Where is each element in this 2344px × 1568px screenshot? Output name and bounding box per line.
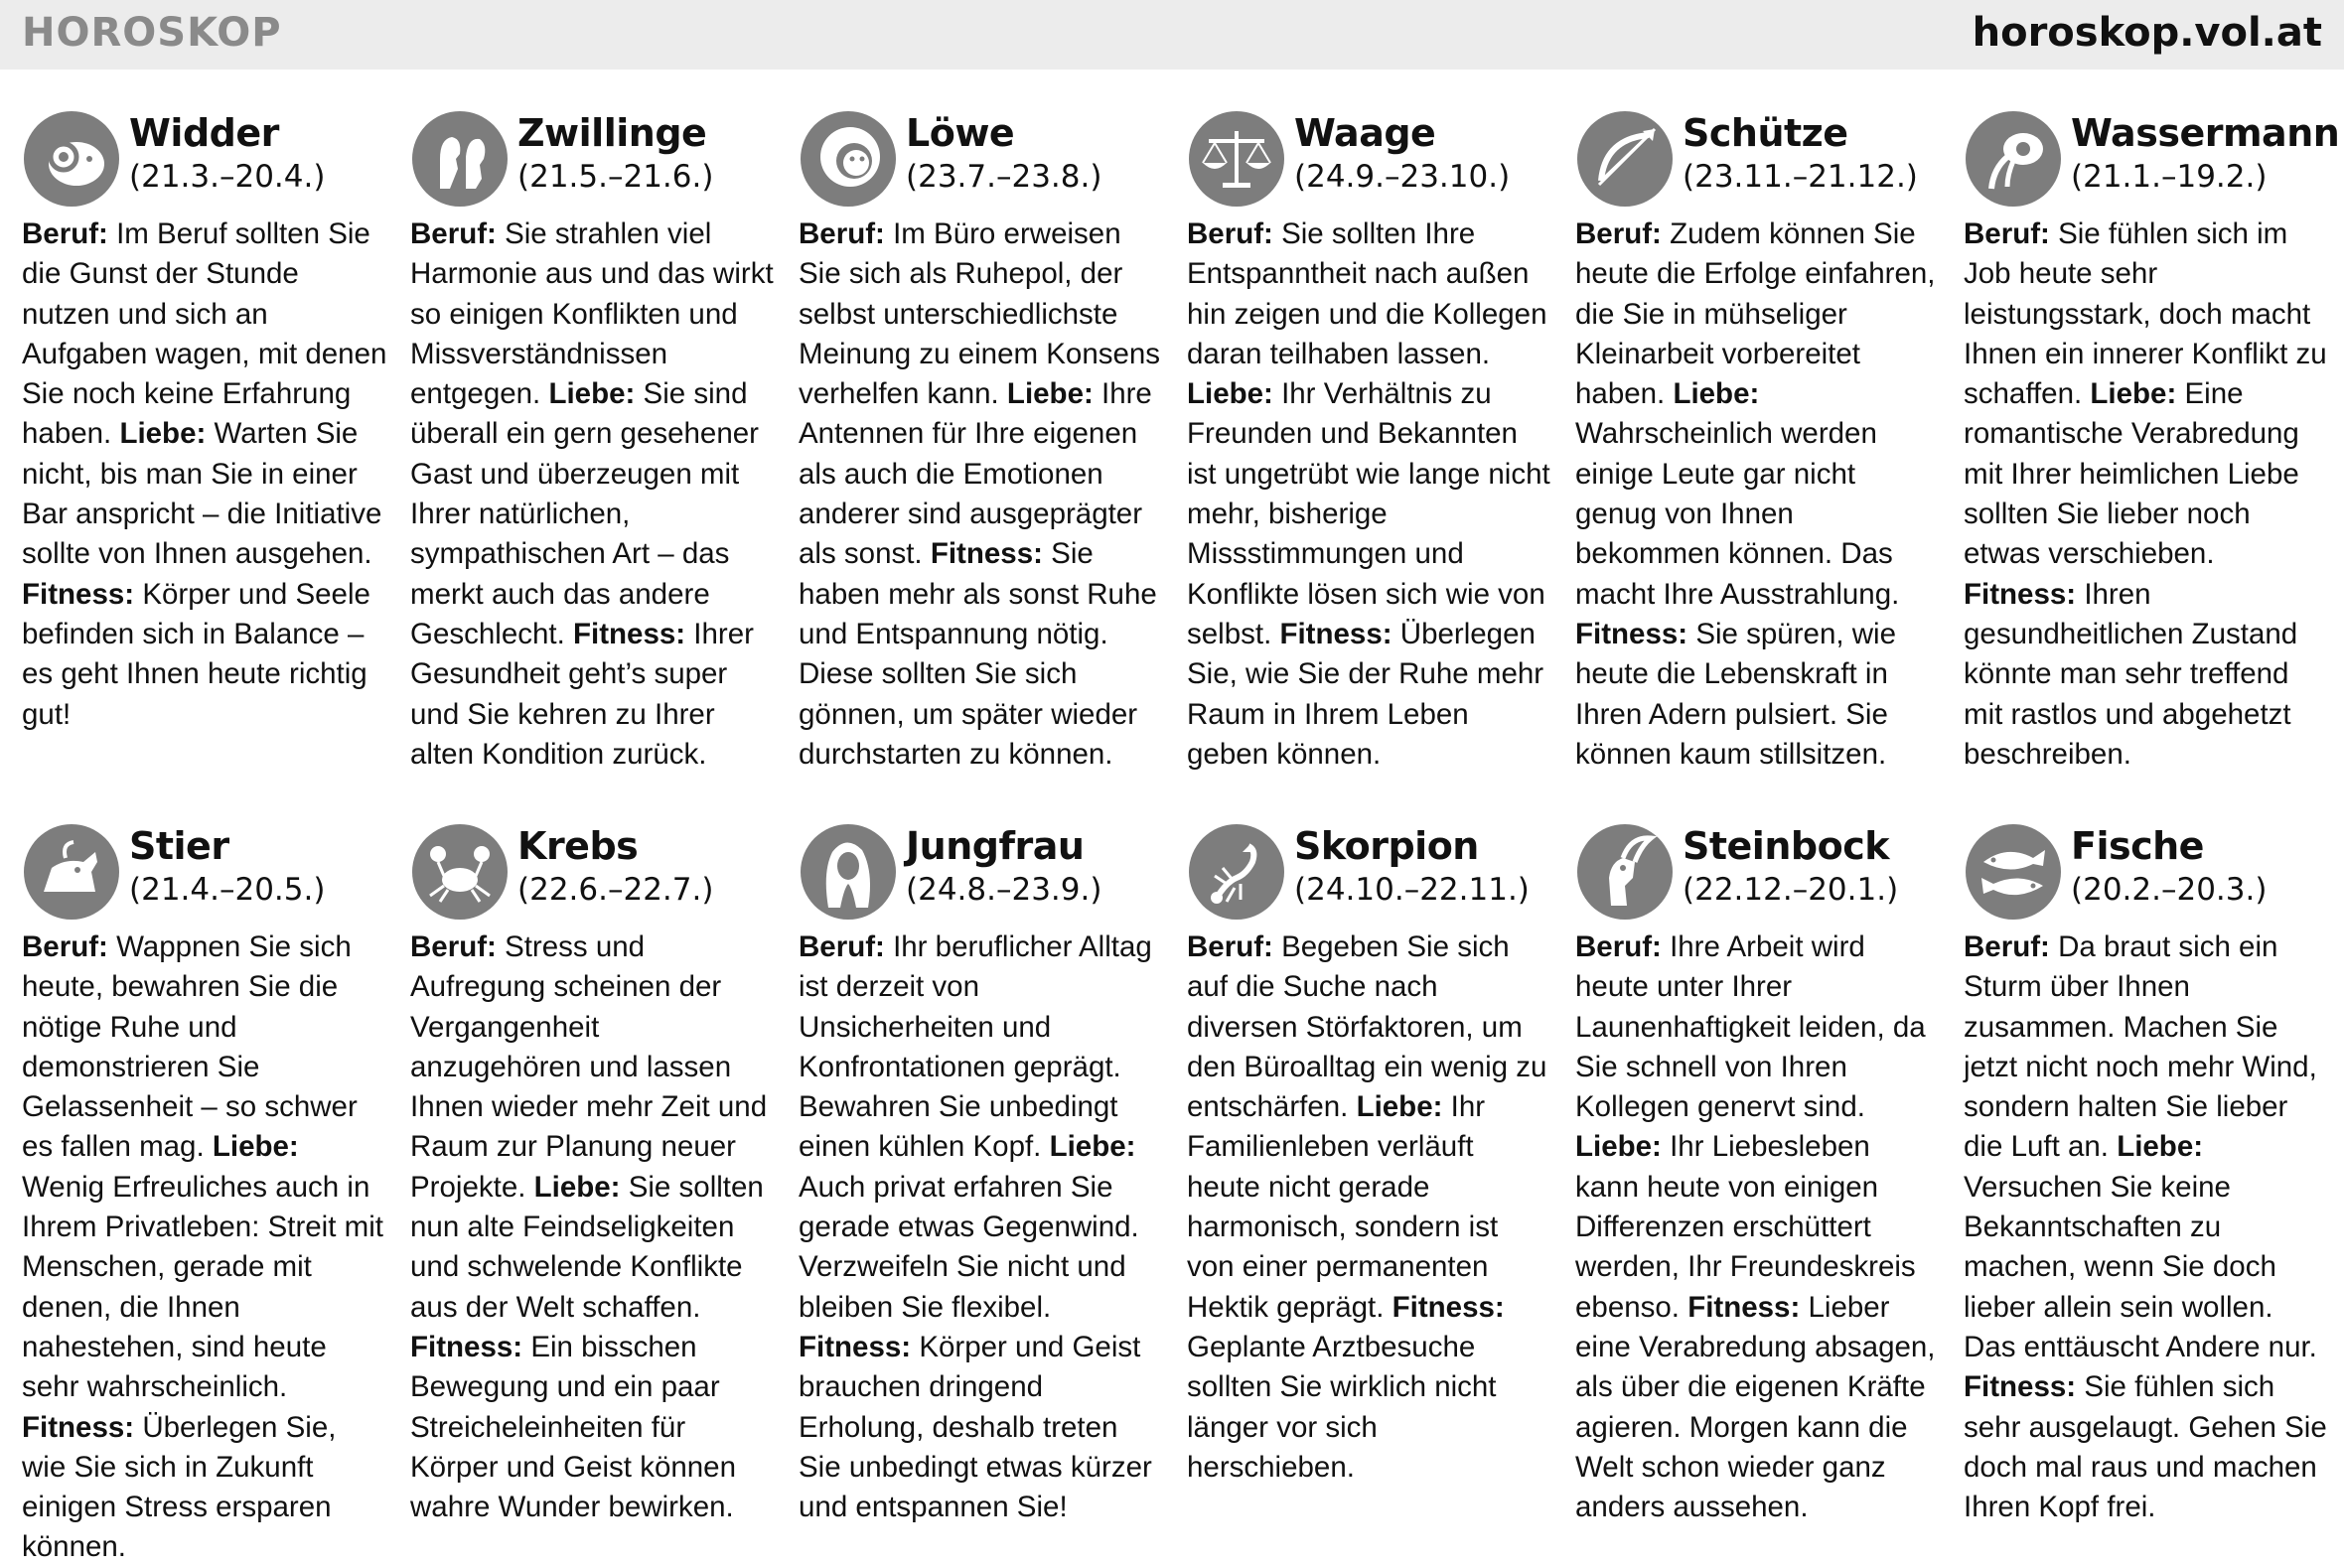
page-header [0,0,2344,70]
fitness-text: Sie spüren, wie heute die Lebenskraft in Ihren Adern pulsiert. Sie können kaum stillsitzen. [1575,617,1897,771]
beruf-label: Beruf: [22,930,108,963]
fitness-text: Sie haben mehr als sonst Ruhe und Entspannung nötig. Diese sollten Sie sich gönnen, um später wieder durchstarten zu können. [799,537,1157,771]
fitness-label: Fitness: [410,1330,523,1363]
liebe-text: Wahrscheinlich werden einige Leute gar nicht genug von Ihnen bekommen können. Das macht Ihre Ausstrahlung. [1575,417,1900,611]
fitness-text: Körper und Geist brauchen dringend Erholung, deshalb treten Sie unbedingt etwas kürzer und entspannen Sie! [799,1330,1152,1524]
beruf-text: Sie fühlen sich im Job heute sehr leistungsstark, doch macht Ihnen ein innerer Konflikt zu schaffen. [1964,217,2327,411]
liebe-text: Warten Sie nicht, bis man Sie in einer Bar anspricht – die Initiative sollte von Ihnen ausgehen. [22,417,382,571]
sign-dates: (21.1.–19.2.) [2071,159,2268,195]
sign-name: Schütze [1683,111,1848,155]
sign-text [1964,214,2329,775]
beruf-text: Begeben Sie sich auf die Suche nach diversen Störfaktoren, um den Büroalltag ein wenig zu entschärfen. [1187,930,1547,1124]
sign-krebs [410,822,776,1524]
beruf-label: Beruf: [410,930,497,963]
sign-stier [22,822,387,1564]
sign-text [1964,927,2329,1527]
archer-icon [1575,109,1675,209]
sign-name: Skorpion [1294,824,1479,868]
twins-icon [410,109,510,209]
fitness-text: Körper und Seele befinden sich in Balance – es geht Ihnen heute richtig gut! [22,577,370,731]
liebe-label: Liebe: [1049,1130,1136,1164]
liebe-text: Auch privat erfahren Sie gerade etwas Gegenwind. Verzweifeln Sie nicht und bleiben Sie flexibel. [799,1170,1139,1324]
virgin-icon [799,822,898,922]
sign-dates: (20.2.–20.3.) [2071,872,2268,908]
lion-icon [799,109,898,209]
sign-text [1575,214,1941,775]
beruf-text: Wappnen Sie sich heute, bewahren Sie die nötige Ruhe und demonstrieren Sie Gelassenheit – so schwer es fallen mag. [22,930,358,1164]
sign-dates: (23.11.–21.12.) [1683,159,1918,195]
sign-name: Krebs [517,824,639,868]
fitness-text: Ein bisschen Bewegung und ein paar Streicheleinheiten für Körper und Geist können wahre Wunder bewirken. [410,1330,736,1524]
beruf-text: Stress und Aufregung scheinen der Vergangenheit anzugehören und lassen Ihnen wieder mehr Zeit und Raum zur Planung neuer Projekte. [410,930,768,1204]
fitness-label: Fitness: [1687,1290,1801,1324]
sign-dates: (23.7.–23.8.) [906,159,1102,195]
liebe-label: Liebe: [119,417,207,451]
liebe-text: Sie sollten nun alte Feindseligkeiten und schwelende Konflikte aus der Welt schaffen. [410,1170,764,1324]
sign-name: Waage [1294,111,1436,155]
liebe-label: Liebe: [1187,377,1273,411]
water-bearer-icon [1964,109,2063,209]
sign-loewe [799,109,1164,804]
beruf-label: Beruf: [1575,930,1662,963]
sign-text [410,214,776,775]
liebe-label: Liebe: [2117,1130,2204,1164]
fitness-text: Sie fühlen sich sehr ausgelaugt. Gehen Sie doch mal raus und machen Ihren Kopf frei. [1964,1370,2327,1524]
fitness-text: Lieber eine Verabredung absagen, als über die eigenen Kräfte agieren. Morgen kann die Welt schon wieder ganz anders aussehen. [1575,1290,1936,1524]
sign-dates: (24.8.–23.9.) [906,872,1102,908]
sign-text [799,927,1164,1527]
fitness-text: Ihrer Gesundheit geht’s super und Sie kehren zu Ihrer alten Kondition zurück. [410,617,754,771]
sign-dates: (24.9.–23.10.) [1294,159,1511,195]
beruf-label: Beruf: [799,217,885,250]
beruf-label: Beruf: [22,217,108,250]
scorpion-icon [1187,822,1286,922]
sign-name: Wassermann [2071,111,2340,155]
fitness-label: Fitness: [22,1410,135,1444]
liebe-text: Ihre Antennen für Ihre eigenen als auch die Emotionen anderer sind ausgeprägter als sonst. [799,377,1152,571]
sign-name: Jungfrau [906,824,1085,868]
sign-text [1187,927,1552,1488]
horoscope-grid [0,70,2344,1564]
liebe-text: Eine romantische Verabredung mit Ihrer heimlichen Liebe sollten Sie lieber noch etwas verschieben. [1964,377,2299,571]
sign-name: Steinbock [1683,824,1889,868]
beruf-label: Beruf: [799,930,885,963]
fish-icon [1964,822,2063,922]
sign-steinbock [1575,822,1941,1524]
fitness-label: Fitness: [930,537,1043,571]
sign-text [22,214,387,735]
sign-waage [1187,109,1552,804]
sign-text [22,927,387,1568]
fitness-label: Fitness: [1279,617,1392,650]
sign-text [799,214,1164,775]
fitness-text: Überlegen Sie, wie Sie sich in Zukunft einigen Stress ersparen können. [22,1410,337,1564]
sign-schuetze [1575,109,1941,804]
liebe-label: Liebe: [1575,1130,1662,1164]
liebe-label: Liebe: [548,377,636,411]
sign-name: Stier [129,824,229,868]
crab-icon [410,822,510,922]
sign-name: Fische [2071,824,2204,868]
liebe-text: Versuchen Sie keine Bekanntschaften zu machen, wenn Sie doch lieber allein sein wollen. Das enttäuscht Andere nur. [1964,1170,2317,1363]
ram-icon [22,109,121,209]
liebe-label: Liebe: [1673,377,1760,411]
beruf-text: Ihre Arbeit wird heute unter Ihrer Launenhaftigkeit leiden, da Sie schnell von Ihren Kollegen genervt sind. [1575,930,1926,1124]
beruf-label: Beruf: [410,217,497,250]
sign-dates: (22.6.–22.7.) [517,872,714,908]
beruf-label: Beruf: [1187,217,1273,250]
sign-name: Löwe [906,111,1015,155]
fitness-label: Fitness: [1964,1370,2077,1404]
liebe-text: Ihr Familienleben verläuft heute nicht gerade harmonisch, sondern ist von einer permanenten Hektik geprägt. [1187,1090,1499,1324]
sign-fische [1964,822,2329,1524]
scales-icon [1187,109,1286,209]
bull-icon [22,822,121,922]
sign-name: Zwillinge [517,111,707,155]
sign-skorpion [1187,822,1552,1517]
beruf-text: Da braut sich ein Sturm über Ihnen zusammen. Machen Sie jetzt nicht noch mehr Wind, sondern halten Sie lieber die Luft an. [1964,930,2317,1164]
liebe-label: Liebe: [1006,377,1094,411]
sign-text [1575,927,1941,1527]
fitness-label: Fitness: [1392,1290,1505,1324]
beruf-text: Im Büro erweisen Sie sich als Ruhepol, der selbst unterschiedlichste Meinung zu einem Konsens verhelfen kann. [799,217,1161,411]
sign-dates: (22.12.–20.1.) [1683,872,1899,908]
fitness-text: Überlegen Sie, wie Sie der Ruhe mehr Raum in Ihrem Leben geben können. [1187,617,1544,771]
site-url: horoskop.vol.at [1972,10,2322,56]
sign-dates: (21.4.–20.5.) [129,872,326,908]
fitness-label: Fitness: [1964,577,2077,611]
liebe-label: Liebe: [2090,377,2177,411]
beruf-text: Im Beruf sollten Sie die Gunst der Stunde nutzen und sich an Aufgaben wagen, mit denen Sie noch keine Erfahrung haben. [22,217,387,451]
liebe-label: Liebe: [1356,1090,1443,1124]
capricorn-icon [1575,822,1675,922]
sign-zwillinge [410,109,776,804]
sign-widder [22,109,387,804]
sign-dates: (24.10.–22.11.) [1294,872,1530,908]
sign-text [410,927,776,1527]
liebe-text: Sie sind überall ein gern gesehener Gast und überzeugen mit Ihrer natürlichen, sympathischen Art – das merkt auch das andere Geschlecht. [410,377,759,650]
sign-jungfrau [799,822,1164,1524]
fitness-label: Fitness: [1575,617,1688,650]
liebe-label: Liebe: [533,1170,621,1204]
beruf-text: Sie strahlen viel Harmonie aus und das wirkt so einigen Konflikten und Missverständnissen entgegen. [410,217,774,411]
sign-text [1187,214,1552,775]
fitness-text: Ihren gesundheitlichen Zustand könnte man sehr treffend mit rastlos und abgehetzt beschreiben. [1964,577,2298,771]
beruf-label: Beruf: [1964,217,2050,250]
beruf-label: Beruf: [1964,930,2050,963]
sign-dates: (21.5.–21.6.) [517,159,714,195]
fitness-text: Geplante Arztbesuche sollten Sie wirklich nicht länger vor sich herschieben. [1187,1330,1497,1484]
liebe-text: Ihr Verhältnis zu Freunden und Bekannten ist ungetrübt wie lange nicht mehr, bisherige Missstimmungen und Konflikte lösen sich wie von selbst. [1187,377,1550,650]
beruf-label: Beruf: [1187,930,1273,963]
sign-dates: (21.3.–20.4.) [129,159,326,195]
liebe-text: Ihr Liebesleben kann heute von einigen Differenzen erschüttert werden, Ihr Freundeskreis ebenso. [1575,1130,1916,1324]
beruf-text: Zudem können Sie heute die Erfolge einfahren, die Sie in mühseliger Kleinarbeit vorbereitet haben. [1575,217,1936,411]
fitness-label: Fitness: [799,1330,912,1363]
liebe-text: Wenig Erfreuliches auch in Ihrem Privatleben: Streit mit Menschen, gerade mit denen, die Ihnen nahestehen, sind heute sehr wahrscheinlich. [22,1170,383,1404]
liebe-label: Liebe: [212,1130,299,1164]
sign-wassermann [1964,109,2340,804]
beruf-text: Sie sollten Ihre Entspanntheit nach außen hin zeigen und die Kollegen daran teilhaben lassen. [1187,217,1547,370]
page-title: HOROSKOP [22,10,282,56]
fitness-label: Fitness: [572,617,686,650]
sign-name: Widder [129,111,279,155]
fitness-label: Fitness: [22,577,135,611]
beruf-text: Ihr beruflicher Alltag ist derzeit von Unsicherheiten und Konfrontationen geprägt. Bewahren Sie unbedingt einen kühlen Kopf. [799,930,1152,1164]
beruf-label: Beruf: [1575,217,1662,250]
